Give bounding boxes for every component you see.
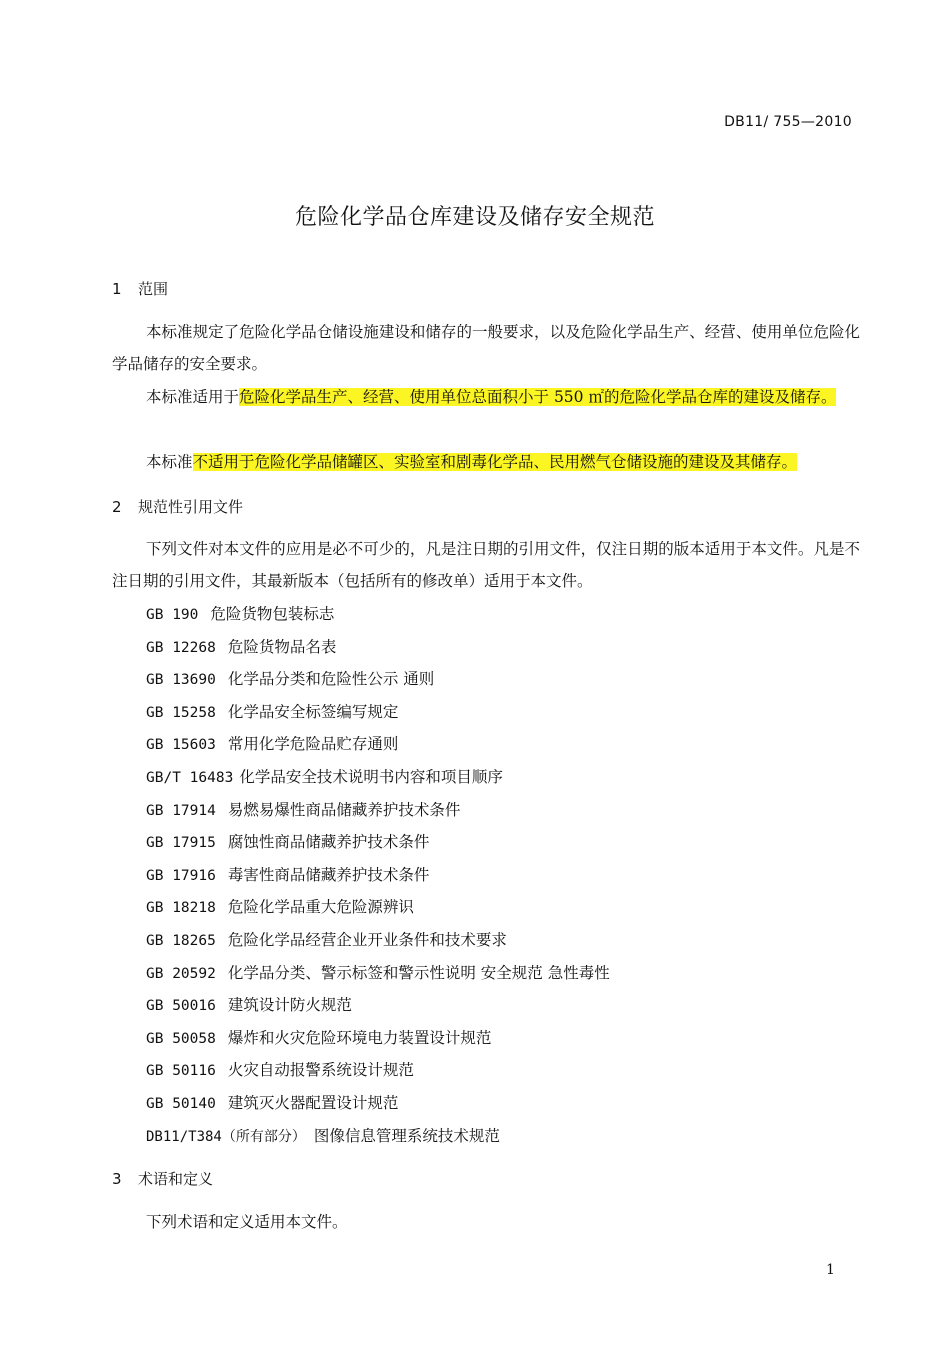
- reference-code: DB11/T384（所有部分）: [146, 1128, 306, 1145]
- scope-paragraph-1: 本标准规定了危险化学品仓储设施建设和储存的一般要求，以及危险化学品生产、经营、使用单位危险化学品储存的安全要求。: [112, 323, 860, 373]
- reference-title: 常用化学危险品贮存通则: [227, 735, 399, 754]
- page-number: 1: [826, 1262, 835, 1278]
- reference-item: [146, 891, 610, 924]
- reference-item: [146, 631, 610, 664]
- reference-title: 危险货物包装标志: [210, 605, 335, 623]
- reference-code: GB 17916: [146, 867, 216, 884]
- section-number: 1: [112, 280, 122, 298]
- section-heading-scope: [112, 278, 168, 299]
- section-number: 2: [112, 498, 122, 516]
- reference-code: GB 18218: [146, 900, 216, 917]
- reference-item: [146, 728, 610, 761]
- reference-list: [146, 598, 610, 1152]
- section-title: 范围: [138, 280, 169, 298]
- reference-title: 危险化学品经营企业开业条件和技术要求: [227, 930, 507, 949]
- reference-code: GB 13690: [146, 672, 216, 689]
- reference-code: GB 50058: [146, 1030, 216, 1047]
- reference-code: GB 17914: [146, 802, 216, 819]
- reference-code: GB 50140: [146, 1095, 216, 1112]
- reference-title: 易燃易爆性商品储藏养护技术条件: [227, 800, 461, 819]
- scope-p3-text: 本标准: [146, 453, 193, 471]
- reference-code: GB 20592: [146, 965, 216, 982]
- section-heading-terms-definitions: [112, 1168, 213, 1189]
- reference-item: [146, 957, 610, 990]
- reference-title: 危险货物品名表: [227, 637, 337, 656]
- reference-code: GB 15603: [146, 737, 216, 754]
- scope-paragraph-3: [112, 446, 860, 478]
- reference-title: 化学品安全技术说明书内容和项目顺序: [239, 767, 503, 786]
- scope-p3-highlight: 不适用于危险化学品储罐区、实验室和剧毒化学品、民用燃气仓储设施的建设及其储存。: [192, 453, 798, 471]
- reference-item: [146, 989, 610, 1022]
- document-code: DB11/ 755—2010: [724, 114, 852, 130]
- reference-title: 腐蚀性商品储藏养护技术条件: [227, 833, 430, 852]
- references-intro: 下列文件对本文件的应用是必不可少的，凡是注日期的引用文件，仅注日期的版本适用于本文件。凡是不注日期的引用文件，其最新版本（包括所有的修改单）适用于本文件。: [112, 540, 860, 590]
- scope-p2-text: 本标准适用于: [146, 388, 240, 406]
- reference-code: GB 190: [146, 607, 199, 623]
- reference-code: GB 18265: [146, 932, 216, 949]
- reference-title: 建筑设计防火规范: [227, 996, 352, 1015]
- reference-item: [146, 794, 610, 827]
- reference-title: 图像信息管理系统技术规范: [313, 1126, 500, 1145]
- reference-item: [146, 859, 610, 892]
- reference-item: [146, 1022, 610, 1055]
- reference-item: [146, 663, 610, 696]
- scope-paragraph-2: [112, 381, 860, 413]
- reference-item: [146, 1120, 610, 1153]
- reference-item: [146, 598, 610, 631]
- reference-code: GB 50016: [146, 998, 216, 1015]
- reference-item: [146, 1054, 610, 1087]
- reference-code: GB 17915: [146, 835, 216, 852]
- reference-code: GB 15258: [146, 704, 216, 721]
- section-title: 规范性引用文件: [138, 498, 244, 516]
- reference-title: 化学品安全标签编写规定: [227, 702, 399, 721]
- section-title: 术语和定义: [138, 1170, 214, 1188]
- document-title: 危险化学品仓库建设及储存安全规范: [294, 205, 655, 230]
- reference-item: [146, 924, 610, 957]
- section-number: 3: [112, 1170, 122, 1188]
- section-heading-normative-references: [112, 496, 243, 517]
- reference-title: 危险化学品重大危险源辨识: [227, 898, 414, 917]
- scope-p2-highlight: 危险化学品生产、经营、使用单位总面积小于 550 ㎡的危险化学品仓库的建设及储存。: [239, 388, 837, 406]
- reference-title: 建筑灭火器配置设计规范: [227, 1093, 399, 1112]
- reference-title: 化学品分类、警示标签和警示性说明 安全规范 急性毒性: [227, 963, 610, 982]
- reference-title: 火灾自动报警系统设计规范: [227, 1061, 414, 1080]
- reference-item: [146, 1087, 610, 1120]
- reference-title: 化学品分类和危险性公示 通则: [227, 670, 435, 689]
- terms-intro: 下列术语和定义适用本文件。: [146, 1213, 348, 1231]
- reference-item: [146, 761, 610, 794]
- reference-code: GB 12268: [146, 639, 216, 656]
- reference-title: 爆炸和火灾危险环境电力装置设计规范: [227, 1028, 492, 1047]
- reference-title: 毒害性商品储藏养护技术条件: [227, 865, 430, 884]
- reference-item: [146, 696, 610, 729]
- reference-code: GB 50116: [146, 1063, 216, 1080]
- reference-item: [146, 826, 610, 859]
- reference-code: GB/T 16483: [146, 769, 234, 786]
